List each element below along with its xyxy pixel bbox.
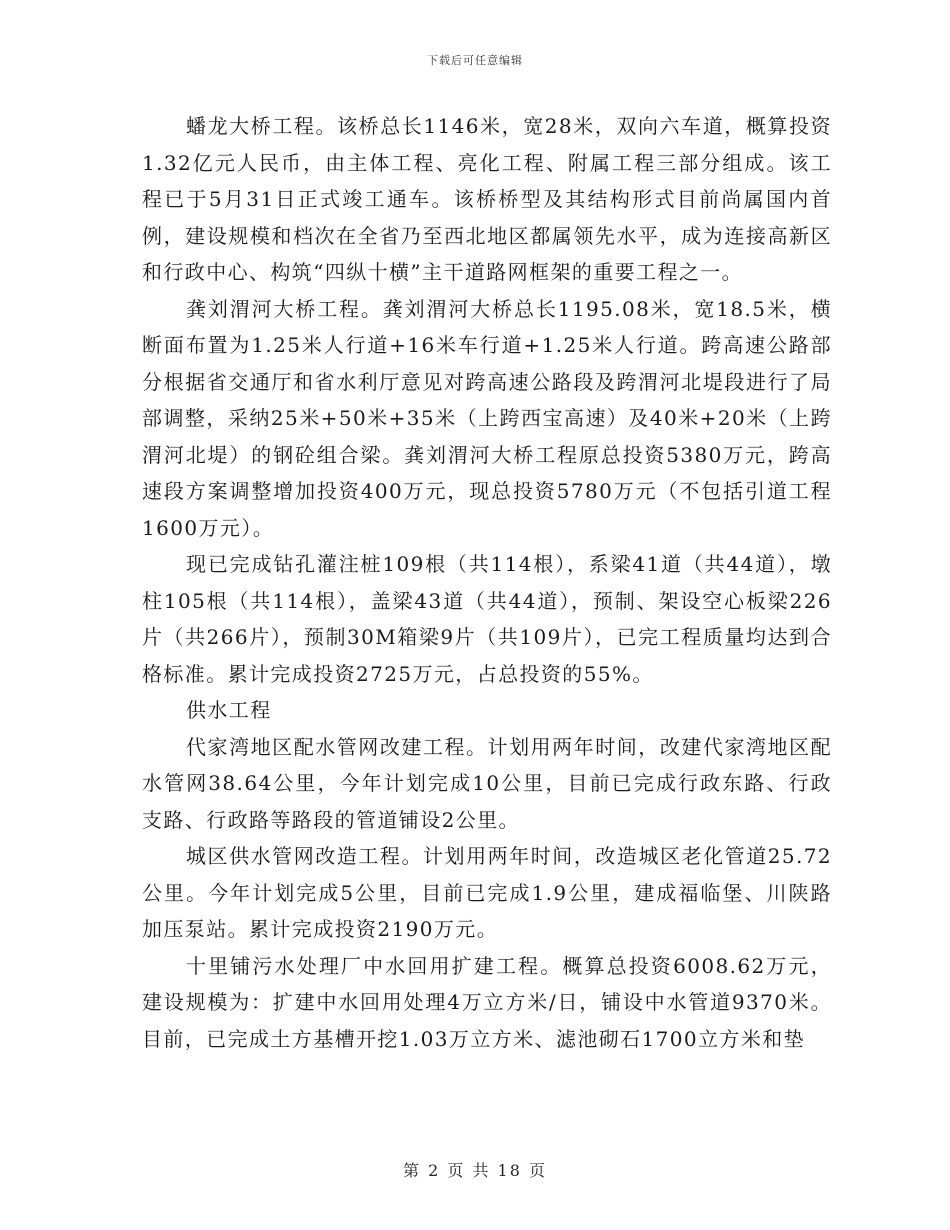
document-body <box>142 108 832 1057</box>
page-header-note: 下载后可任意编辑 <box>427 54 523 67</box>
paragraph-gongliu-bridge: 龚刘渭河大桥工程。龚刘渭河大桥总长1195.08米，宽18.5米，横断面布置为1.25米人行道+16米车行道+1.25米人行道。跨高速公路部分根据省交通厅和省水利厅意见对跨高速公路段及跨渭河北堤段进行了局部调整，采纳25米+50米+35米（上跨西宝高速）及40米+20米（上跨渭河北堤）的钢砼组合梁。龚刘渭河大桥工程原总投资5380万元，跨高速段方案调整增加投资400万元，现总投资5780万元（不包括引道工程1600万元）。 <box>142 296 832 540</box>
paragraph-shilipu-plant: 十里铺污水处理厂中水回用扩建工程。概算总投资6008.62万元，建设规模为：扩建中水回用处理4万立方米/日，铺设中水管道9370米。目前，已完成土方基槽开挖1.03万立方米、滤池砌石1700立方米和垫 <box>142 953 832 1051</box>
paragraph-progress: 现已完成钻孔灌注桩109根（共114根），系梁41道（共44道），墩柱105根（共114根），盖梁43道（共44道），预制、架设空心板梁226片（共266片），预制30M箱梁9片（共109片），已完工程质量均达到合格标准。累计完成投资2725万元，占总投资的55%。 <box>142 552 832 686</box>
paragraph-panlong-bridge: 蟠龙大桥工程。该桥总长1146米，宽28米，双向六车道，概算投资1.32亿元人民币，由主体工程、亮化工程、附属工程三部分组成。该工程已于5月31日正式竣工通车。该桥桥型及其结构形式目前尚属国内首例，建设规模和档次在全省乃至西北地区都属领先水平，成为连接高新区和行政中心、构筑“四纵十横”主干道路网框架的重要工程之一。 <box>142 114 832 284</box>
section-heading-water-supply: 供水工程 <box>186 698 272 722</box>
paragraph-urban-network: 城区供水管网改造工程。计划用两年时间，改造城区老化管道25.72公里。今年计划完成5公里，目前已完成1.9公里，建成福临堡、川陕路加压泵站。累计完成投资2190万元。 <box>142 844 832 941</box>
page-number: 第 2 页 共 18 页 <box>403 1161 547 1180</box>
paragraph-daijiawan-network: 代家湾地区配水管网改建工程。计划用两年时间，改建代家湾地区配水管网38.64公里，今年计划完成10公里，目前已完成行政东路、行政支路、行政路等路段的管道铺设2公里。 <box>142 734 832 832</box>
